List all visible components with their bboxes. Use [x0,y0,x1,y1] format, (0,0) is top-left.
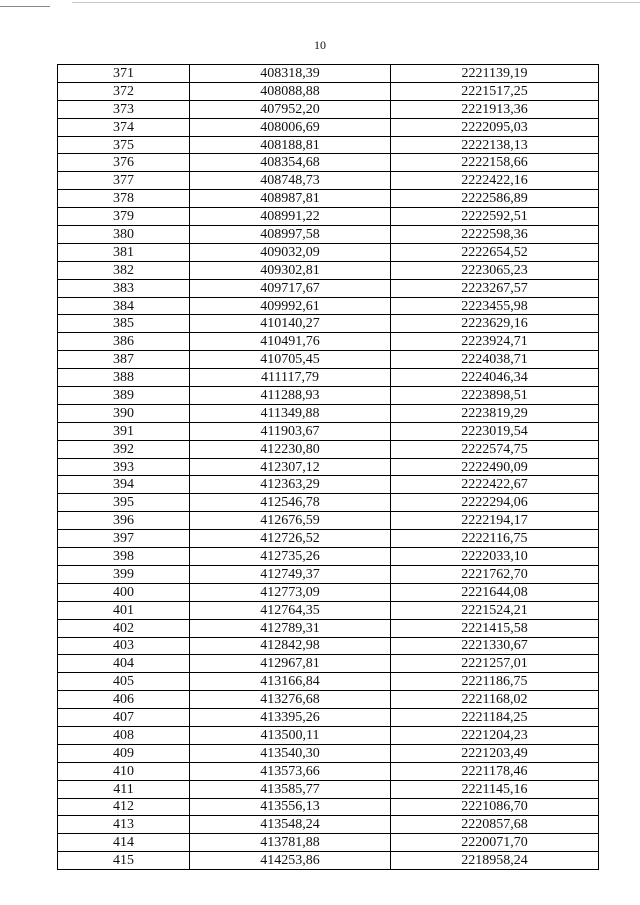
x-coordinate-cell: 411288,93 [190,387,391,405]
table-row [58,333,599,351]
x-coordinate-cell: 407952,20 [190,100,391,118]
scan-edge-line [72,2,640,3]
table-row [58,226,599,244]
y-coordinate-cell: 2221204,23 [391,726,599,744]
table-row [58,118,599,136]
table-row [58,673,599,691]
point-number-cell: 405 [58,673,190,691]
x-coordinate-cell: 409032,09 [190,243,391,261]
y-coordinate-cell: 2222116,75 [391,530,599,548]
x-coordinate-cell: 412749,37 [190,565,391,583]
point-number-cell: 374 [58,118,190,136]
point-number-cell: 401 [58,601,190,619]
y-coordinate-cell: 2222586,89 [391,190,599,208]
x-coordinate-cell: 412676,59 [190,512,391,530]
y-coordinate-cell: 2221145,16 [391,780,599,798]
x-coordinate-cell: 413500,11 [190,726,391,744]
table-row [58,315,599,333]
x-coordinate-cell: 413395,26 [190,709,391,727]
table-row [58,387,599,405]
y-coordinate-cell: 2218958,24 [391,852,599,870]
x-coordinate-cell: 412726,52 [190,530,391,548]
table-row [58,297,599,315]
y-coordinate-cell: 2221415,58 [391,619,599,637]
table-row [58,422,599,440]
table-row [58,834,599,852]
point-number-cell: 403 [58,637,190,655]
x-coordinate-cell: 412230,80 [190,440,391,458]
point-number-cell: 415 [58,852,190,870]
page-number: 10 [314,38,326,52]
x-coordinate-cell: 408987,81 [190,190,391,208]
y-coordinate-cell: 2221330,67 [391,637,599,655]
point-number-cell: 388 [58,369,190,387]
y-coordinate-cell: 2223267,57 [391,279,599,297]
table-row [58,369,599,387]
x-coordinate-cell: 408354,68 [190,154,391,172]
x-coordinate-cell: 409717,67 [190,279,391,297]
x-coordinate-cell: 412735,26 [190,548,391,566]
point-number-cell: 402 [58,619,190,637]
point-number-cell: 408 [58,726,190,744]
y-coordinate-cell: 2223455,98 [391,297,599,315]
table-row [58,691,599,709]
point-number-cell: 386 [58,333,190,351]
point-number-cell: 396 [58,512,190,530]
y-coordinate-cell: 2223629,16 [391,315,599,333]
point-number-cell: 394 [58,476,190,494]
point-number-cell: 410 [58,762,190,780]
point-number-cell: 381 [58,243,190,261]
y-coordinate-cell: 2222194,17 [391,512,599,530]
x-coordinate-cell: 410705,45 [190,351,391,369]
y-coordinate-cell: 2222158,66 [391,154,599,172]
point-number-cell: 407 [58,709,190,727]
point-number-cell: 395 [58,494,190,512]
x-coordinate-cell: 413781,88 [190,834,391,852]
table-row [58,261,599,279]
y-coordinate-cell: 2222294,06 [391,494,599,512]
table-row [58,852,599,870]
x-coordinate-cell: 413540,30 [190,744,391,762]
point-number-cell: 377 [58,172,190,190]
x-coordinate-cell: 408088,88 [190,82,391,100]
y-coordinate-cell: 2224046,34 [391,369,599,387]
y-coordinate-cell: 2222422,67 [391,476,599,494]
x-coordinate-cell: 408748,73 [190,172,391,190]
y-coordinate-cell: 2222592,51 [391,208,599,226]
table-row [58,404,599,422]
x-coordinate-cell: 413548,24 [190,816,391,834]
x-coordinate-cell: 411117,79 [190,369,391,387]
table-row [58,530,599,548]
table-row [58,637,599,655]
x-coordinate-cell: 412764,35 [190,601,391,619]
y-coordinate-cell: 2223065,23 [391,261,599,279]
table-row [58,512,599,530]
table-row [58,494,599,512]
table-row [58,172,599,190]
y-coordinate-cell: 2222095,03 [391,118,599,136]
x-coordinate-cell: 412773,09 [190,583,391,601]
point-number-cell: 393 [58,458,190,476]
point-number-cell: 382 [58,261,190,279]
x-coordinate-cell: 412789,31 [190,619,391,637]
y-coordinate-cell: 2220857,68 [391,816,599,834]
x-coordinate-cell: 411349,88 [190,404,391,422]
point-number-cell: 397 [58,530,190,548]
y-coordinate-cell: 2222574,75 [391,440,599,458]
x-coordinate-cell: 408006,69 [190,118,391,136]
x-coordinate-cell: 412307,12 [190,458,391,476]
y-coordinate-cell: 2222598,36 [391,226,599,244]
x-coordinate-cell: 408997,58 [190,226,391,244]
y-coordinate-cell: 2223819,29 [391,404,599,422]
y-coordinate-cell: 2221168,02 [391,691,599,709]
y-coordinate-cell: 2221524,21 [391,601,599,619]
x-coordinate-cell: 412546,78 [190,494,391,512]
x-coordinate-cell: 412842,98 [190,637,391,655]
table-row [58,565,599,583]
table-row [58,476,599,494]
point-number-cell: 385 [58,315,190,333]
x-coordinate-cell: 410140,27 [190,315,391,333]
coordinates-table [57,64,599,870]
table-row [58,82,599,100]
point-number-cell: 398 [58,548,190,566]
y-coordinate-cell: 2221178,46 [391,762,599,780]
y-coordinate-cell: 2221644,08 [391,583,599,601]
table-row [58,619,599,637]
y-coordinate-cell: 2224038,71 [391,351,599,369]
y-coordinate-cell: 2221762,70 [391,565,599,583]
y-coordinate-cell: 2222422,16 [391,172,599,190]
table-row [58,601,599,619]
point-number-cell: 411 [58,780,190,798]
x-coordinate-cell: 413556,13 [190,798,391,816]
table-row [58,154,599,172]
point-number-cell: 383 [58,279,190,297]
y-coordinate-cell: 2221517,25 [391,82,599,100]
y-coordinate-cell: 2223924,71 [391,333,599,351]
x-coordinate-cell: 408318,39 [190,65,391,83]
point-number-cell: 376 [58,154,190,172]
table-row [58,440,599,458]
x-coordinate-cell: 408188,81 [190,136,391,154]
x-coordinate-cell: 413573,66 [190,762,391,780]
point-number-cell: 389 [58,387,190,405]
y-coordinate-cell: 2222033,10 [391,548,599,566]
point-number-cell: 414 [58,834,190,852]
table-row [58,583,599,601]
point-number-cell: 412 [58,798,190,816]
point-number-cell: 380 [58,226,190,244]
x-coordinate-cell: 412363,29 [190,476,391,494]
x-coordinate-cell: 409992,61 [190,297,391,315]
x-coordinate-cell: 409302,81 [190,261,391,279]
point-number-cell: 373 [58,100,190,118]
point-number-cell: 399 [58,565,190,583]
point-number-cell: 387 [58,351,190,369]
scan-edge-mark [0,6,50,7]
table-row [58,744,599,762]
table-row [58,780,599,798]
x-coordinate-cell: 413585,77 [190,780,391,798]
table-row [58,798,599,816]
table-row [58,190,599,208]
table-row [58,709,599,727]
table-row [58,548,599,566]
point-number-cell: 392 [58,440,190,458]
point-number-cell: 372 [58,82,190,100]
x-coordinate-cell: 411903,67 [190,422,391,440]
y-coordinate-cell: 2221203,49 [391,744,599,762]
y-coordinate-cell: 2220071,70 [391,834,599,852]
point-number-cell: 390 [58,404,190,422]
x-coordinate-cell: 408991,22 [190,208,391,226]
table-row [58,279,599,297]
y-coordinate-cell: 2221139,19 [391,65,599,83]
y-coordinate-cell: 2223019,54 [391,422,599,440]
point-number-cell: 371 [58,65,190,83]
y-coordinate-cell: 2222138,13 [391,136,599,154]
point-number-cell: 404 [58,655,190,673]
y-coordinate-cell: 2221086,70 [391,798,599,816]
coordinates-table-body [58,65,599,870]
point-number-cell: 406 [58,691,190,709]
y-coordinate-cell: 2221913,36 [391,100,599,118]
table-row [58,208,599,226]
y-coordinate-cell: 2221257,01 [391,655,599,673]
table-row [58,100,599,118]
point-number-cell: 384 [58,297,190,315]
y-coordinate-cell: 2222654,52 [391,243,599,261]
point-number-cell: 391 [58,422,190,440]
table-row [58,136,599,154]
table-row [58,726,599,744]
y-coordinate-cell: 2223898,51 [391,387,599,405]
point-number-cell: 400 [58,583,190,601]
table-row [58,65,599,83]
point-number-cell: 409 [58,744,190,762]
x-coordinate-cell: 414253,86 [190,852,391,870]
table-row [58,458,599,476]
x-coordinate-cell: 413166,84 [190,673,391,691]
x-coordinate-cell: 410491,76 [190,333,391,351]
x-coordinate-cell: 413276,68 [190,691,391,709]
point-number-cell: 413 [58,816,190,834]
y-coordinate-cell: 2221186,75 [391,673,599,691]
table-row [58,243,599,261]
table-row [58,351,599,369]
point-number-cell: 375 [58,136,190,154]
point-number-cell: 378 [58,190,190,208]
table-row [58,762,599,780]
table-row [58,816,599,834]
table-row [58,655,599,673]
y-coordinate-cell: 2222490,09 [391,458,599,476]
y-coordinate-cell: 2221184,25 [391,709,599,727]
x-coordinate-cell: 412967,81 [190,655,391,673]
point-number-cell: 379 [58,208,190,226]
